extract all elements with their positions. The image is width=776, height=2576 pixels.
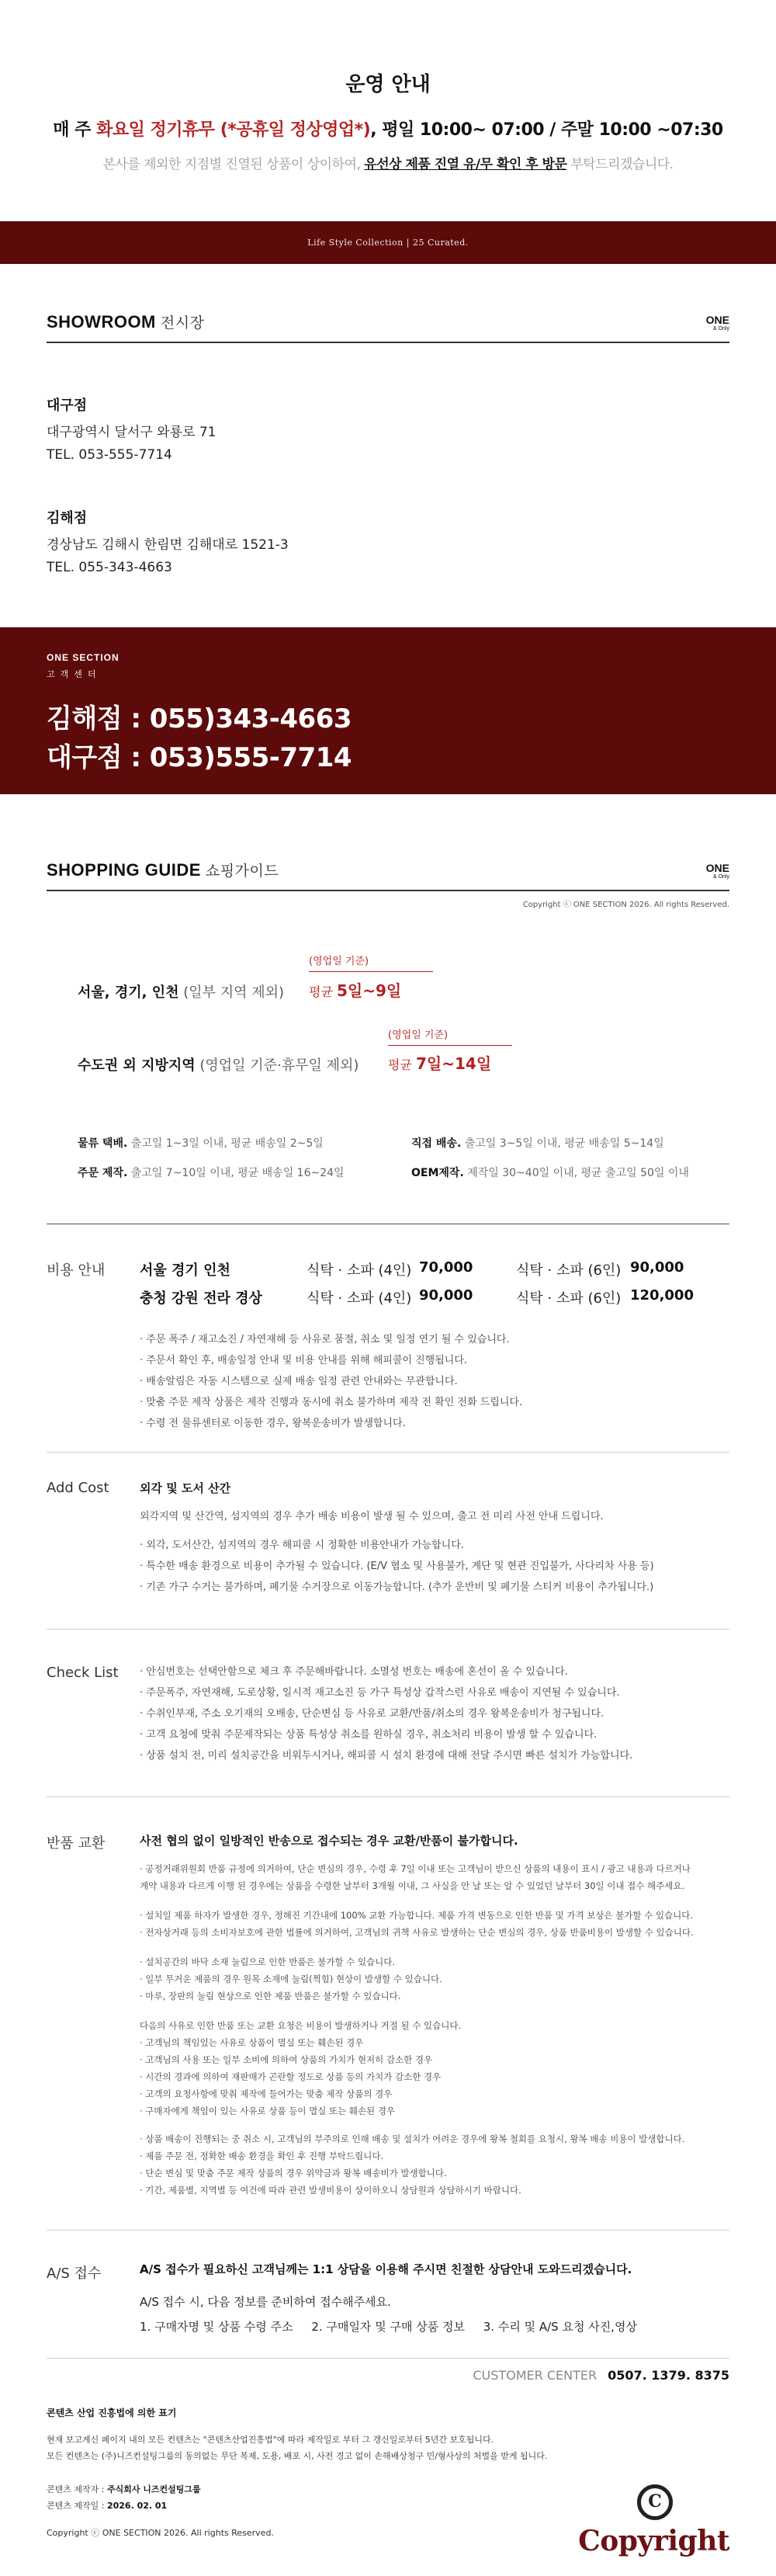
copyright-icon: C [637,2484,673,2520]
guide-title [47,859,279,880]
brand-logo [706,863,729,880]
footer-heading-text: 콘텐츠 산업 진흥법에 의한 표기 [47,2408,177,2418]
list-item: · 마루, 장판의 눌림 현상으로 인한 제품 반품은 불가할 수 있습니다. [140,1991,401,2001]
footer-maker-label: 콘텐츠 제작자 : [47,2484,105,2494]
as-steps: 1. 구매자명 및 상품 수령 주소 2. 구매일자 및 구매 상품 정보 3. 수리 및 A/S 요청 사진,영상 [140,2320,637,2334]
add-cost-bullets [140,1535,729,1598]
list-item: 계약 내용과 다르게 이행 된 경우에는 상품을 수령한 날부터 3개월 이내, 그 사실을 안 날 또는 알 수 있었던 날부터 30일 이내 접수 해주세요. [140,1880,685,1891]
operation-notice [0,0,776,221]
list-item: · 전자상거래 등의 소비자보호에 관한 법률에 의거하여, 고객님의 귀책 사유로 발생하는 단순 변심의 경우, 상품 반품비용이 발생할 수 있습니다. [140,1927,694,1938]
list-item: · 맞춤 주문 제작 상품은 제작 진행과 동시에 취소 불가하며 제작 전 확인 전화 드립니다. [140,1397,523,1408]
visit-notice-bold: 유선상 제품 진열 유/무 확인 후 방문 [364,157,567,172]
as-label: A/S 접수 [47,2265,102,2282]
footer-copyright: Copyright ⓒ ONE SECTION 2026. All rights Reserved. [47,2528,274,2538]
divider [47,1452,729,1453]
fee-label: 비용 안내 [47,1262,106,1279]
returns-group-3 [140,1953,729,2005]
store-address: 경상남도 김해시 한림면 김해대로 1521-3 [47,537,289,553]
copyright-word: Copyright [578,2525,729,2557]
notice-title: 운영 안내 [345,73,431,96]
hours-rest: , 평일 10:00~ 07:00 / 주말 10:00 ~07:30 [370,120,723,140]
list-item: · 구매자에게 책임이 있는 사유로 상품 등이 멸실 또는 훼손된 경우 [140,2106,396,2116]
cs-number[interactable]: 0507. 1379. 8375 [608,2368,729,2383]
bizday-note-2: (영업일 기준) [388,1026,512,1046]
showroom-title-ko: 전시장 [160,315,205,332]
returns-label: 반품 교환 [47,1835,106,1852]
fee-bullets [140,1329,729,1434]
footer-line-1: 현재 보고계신 페이지 내의 모든 컨텐츠는 "콘텐츠산업진흥법"에 따라 제작일로 부터 그 갱신일로부터 5년간 보호됩니다. [47,2435,494,2445]
period-value: 5일~9일 [337,981,402,1000]
region-capital [78,981,284,1002]
footer-date-value: 2026. 02. 01 [106,2501,168,2511]
brand-logo [706,314,729,332]
list-item: · 고객님의 책임있는 사유로 상품이 멸실 또는 훼손된 경우 [140,2037,364,2048]
store-address: 대구광역시 달서구 와룡로 71 [47,425,217,440]
store-tel: TEL. 053-555-7714 [47,447,172,463]
region-name: 수도권 외 지방지역 [78,1057,196,1074]
list-item: · 공정거래위원회 반품 규정에 의거하여, 단순 변심의 경우, 수령 후 7일 이내 또는 고객님이 받으신 상품의 내용이 표시 / 광고 내용과 다르거나 [140,1863,691,1874]
list-item: · 고객 요청에 맞춰 주문제작되는 상품 특성상 취소를 원하실 경우, 취소처리 비용이 발생 할 수 있습니다. [140,1729,598,1741]
visit-notice [0,153,776,172]
showroom-title [47,311,204,332]
list-item: · 수취인부재, 주소 오기재의 오배송, 단순변심 등 사유로 교환/반품/취소의 경우 왕복운송비가 청구됩니다. [140,1708,605,1720]
shipping-label: 주문 제작. [78,1167,128,1179]
footer-date [47,2498,201,2514]
returns-group-5 [140,2130,729,2199]
visit-notice-text-1: 본사를 제외한 지점별 진열된 상품이 상이하여, [102,157,365,172]
cc-tel-gimhae[interactable]: 김해점 : 055)343-4663 [47,703,352,734]
period-province [388,1051,491,1074]
footer-maker [47,2481,201,2498]
customer-center-band [0,627,776,794]
showroom-header [47,304,729,343]
divider [47,1629,729,1630]
list-item: · 상품 배송이 진행되는 중 취소 시, 고객님의 부주의로 인해 배송 및 설치가 어려운 경우에 왕복 철회를 요청시, 왕복 배송 비용이 발생합니다. [140,2133,685,2144]
store-gimhae [47,507,289,579]
list-item: · 시간의 경과에 의하여 재판매가 곤란할 정도로 상품 등의 가치가 감소한 경우 [140,2071,442,2082]
list-item: 다음의 사유로 인한 반품 또는 교환 요청은 비용이 발생하거나 거절 될 수 있습니다. [140,2020,462,2031]
fee-item: 식탁 · 소파 (4인) [307,1290,412,1307]
hours-prefix: 매 주 [53,120,97,140]
shipping-courier [78,1135,324,1151]
as-lead: A/S 접수가 필요하신 고객님께는 1:1 상담을 이용해 주시면 친절한 상담안내 도와드리겠습니다. [140,2262,632,2276]
shipping-text: 출고일 1~3일 이내, 평균 배송일 2~5일 [127,1137,324,1150]
footer-date-label: 콘텐츠 제작일 : [47,2501,105,2511]
list-item: · 상품 설치 전, 미리 설치공간을 비워두시거나, 해피콜 시 설치 환경에 대해 전달 주시면 빠른 설치가 가능합니다. [140,1750,633,1762]
cc-label: 고객센터 [47,669,102,679]
list-item: · 기존 가구 수거는 불가하며, 폐기물 수거장으로 이동가능합니다. (추가 운반비 및 폐기물 스티커 비용이 추가됩니다.) [140,1581,654,1593]
add-cost-label: Add Cost [47,1480,109,1496]
add-cost-text: 외각지역 및 산간역, 섬지역의 경우 추가 배송 비용이 발생 될 수 있으며, 출고 전 미리 사전 안내 드립니다. [140,1511,604,1522]
list-item: · 일부 무거운 제품의 경우 원목 소재에 눌림(찍힘) 현상이 발생할 수 있습니다. [140,1974,442,1984]
showroom-title-en: SHOWROOM [47,312,156,332]
fee-region: 충청 강원 전라 경상 [140,1290,262,1307]
cc-tel-daegu[interactable]: 대구점 : 053)555-7714 [47,742,352,773]
list-item: · 단순 변심 및 맞춤 주문 제작 상품의 경우 위약금과 왕복 배송비가 발생합니다. [140,2168,447,2178]
list-item: · 주문 폭주 / 재고소진 / 자연재해 등 사유로 품절, 취소 및 일정 연기 될 수 있습니다. [140,1334,510,1345]
guide-title-en: SHOPPING GUIDE [47,860,201,880]
footer-meta [47,2481,201,2514]
list-item: · 제품 주문 전, 정확한 배송 환경을 확인 후 진행 부탁드립니다. [140,2151,384,2161]
shipping-label: 물류 택배. [78,1137,128,1150]
fee-item: 식탁 · 소파 (6인) [516,1262,622,1279]
fee-region: 서울 경기 인천 [140,1262,230,1279]
fee-price: 120,000 [630,1287,694,1304]
fee-price: 70,000 [419,1259,473,1276]
shipping-direct [411,1135,664,1151]
brand-logo-main: ONE [705,862,729,874]
list-item: · 배송알림은 자동 시스템으로 실제 배송 일정 관련 안내와는 무관합니다. [140,1376,458,1387]
add-cost-lead: 외각 및 도서 산간 [140,1481,231,1495]
shipping-label: 직접 배송. [411,1137,462,1150]
period-capital [309,978,401,1001]
cs-label: CUSTOMER CENTER [473,2368,598,2383]
returns-group-1 [140,1860,729,1894]
list-item: · 수령 전 물류센터로 이동한 경우, 왕복운송비가 발생합니다. [140,1418,406,1429]
shipping-label: OEM제작. [411,1167,464,1179]
region-note: (영업일 기준·휴무일 제외) [195,1057,359,1074]
list-item: · 주문서 확인 후, 배송일정 안내 및 비용 안내를 위해 해피콜이 진행됩니다. [140,1355,468,1366]
copyright-logo [566,2484,729,2557]
footer-line-2: 모든 컨텐츠는 (주)니즈컨설팅그룹의 동의없는 무단 복제, 도용, 배포 시, 사전 경고 없이 손해배상청구 민/형사상의 처벌을 받게 됩니다. [47,2451,548,2461]
bizday-note-1: (영업일 기준) [309,953,433,972]
visit-notice-text-2: 부탁드리겠습니다. [566,157,674,172]
shipping-text: 제작일 30~40일 이내, 평균 출고일 50일 이내 [463,1167,689,1179]
returns-lead: 사전 협의 없이 일방적인 반송으로 접수되는 경우 교환/반품이 불가합니다. [140,1834,518,1848]
divider [47,2230,729,2231]
check-list-label: Check List [47,1665,119,1681]
as-line: A/S 접수 시, 다음 정보를 준비하여 접수해주세요. [140,2295,391,2309]
footer-notice [47,2432,547,2464]
region-name: 서울, 경기, 인천 [78,984,179,1001]
check-list-bullets [140,1661,729,1766]
brand-logo-sub: & Only [712,874,729,880]
footer-maker-value: 주식회사 니즈컨설팅그룹 [106,2484,201,2494]
brand-logo-main: ONE [705,314,729,326]
fee-item: 식탁 · 소파 (6인) [516,1290,622,1307]
list-item: · 기간, 제품별, 지역별 등 여건에 따라 관련 발생비용이 상이하오니 상담원과 상담하시기 바랍니다. [140,2185,521,2196]
shipping-text: 출고일 3~5일 이내, 평균 배송일 5~14일 [461,1137,664,1150]
store-name: 대구점 [47,398,88,414]
returns-group-4 [140,2017,729,2119]
region-province [78,1054,359,1074]
list-item: · 안심번호는 선택안함으로 체크 후 주문해바랍니다. 소멸성 번호는 배송에 혼선이 올 수 있습니다. [140,1666,568,1678]
list-item: · 특수한 배송 환경으로 비용이 추가될 수 있습니다. (E/V 협소 및 사용불가, 계단 및 현관 진입불가, 사다리차 사용 등) [140,1561,654,1572]
cc-brand: ONE SECTION [47,652,120,663]
shipping-text: 출고일 7~10일 이내, 평균 배송일 16~24일 [127,1167,345,1179]
brand-logo-sub: & Only [712,326,729,332]
list-item: · 고객님의 사용 또는 일부 소비에 의하여 상품의 가치가 현저히 감소한 경우 [140,2054,433,2065]
period-prefix: 평균 [309,984,337,999]
guide-header [47,852,729,891]
returns-group-2 [140,1907,729,1941]
business-hours [0,116,776,141]
customer-center-line [473,2368,729,2383]
period-prefix: 평균 [388,1057,416,1072]
fee-price: 90,000 [419,1287,473,1304]
list-item: · 주문폭주, 자연재해, 도로상황, 일시적 재고소진 등 가구 특성상 갑작스런 사유로 배송이 지연될 수 있습니다. [140,1687,620,1699]
lifestyle-banner: Life Style Collection | 25 Curated. [0,221,776,264]
store-tel: TEL. 055-343-4663 [47,560,172,575]
period-value: 7일~14일 [416,1054,492,1073]
divider [47,2358,729,2359]
list-item: · 고객의 요청사항에 맞춰 제작에 들어가는 맞춤 제작 상품의 경우 [140,2088,393,2099]
hours-closed-day: 화요일 정기휴무 [96,120,215,140]
list-item: · 설치공간의 바닥 소재 눌림으로 인한 반품은 불가할 수 있습니다. [140,1956,396,1967]
list-item: · 외각, 도서산간, 섬지역의 경우 해피콜 시 정확한 비용안내가 가능합니다. [140,1540,464,1551]
shipping-custom [78,1165,345,1180]
list-item: · 설치일 제품 하자가 발생한 경우, 정해진 기간내에 100% 교환 가능합니다. 제품 가격 변동으로 인한 반품 및 가격 보상은 불가할 수 있습니다. [140,1910,694,1921]
guide-title-ko: 쇼핑가이드 [205,863,279,880]
footer-heading [47,2405,176,2422]
shipping-oem [411,1165,689,1180]
store-daegu [47,394,217,467]
hours-holiday-note: (*공휴일 정상영업*) [214,120,371,140]
store-name: 김해점 [47,510,88,526]
region-note: (일부 지역 제외) [178,984,285,1001]
fee-price: 90,000 [630,1259,684,1276]
guide-copyright: Copyright ⓒ ONE SECTION 2026. All rights Reserved. [522,901,729,909]
fee-item: 식탁 · 소파 (4인) [307,1262,412,1279]
